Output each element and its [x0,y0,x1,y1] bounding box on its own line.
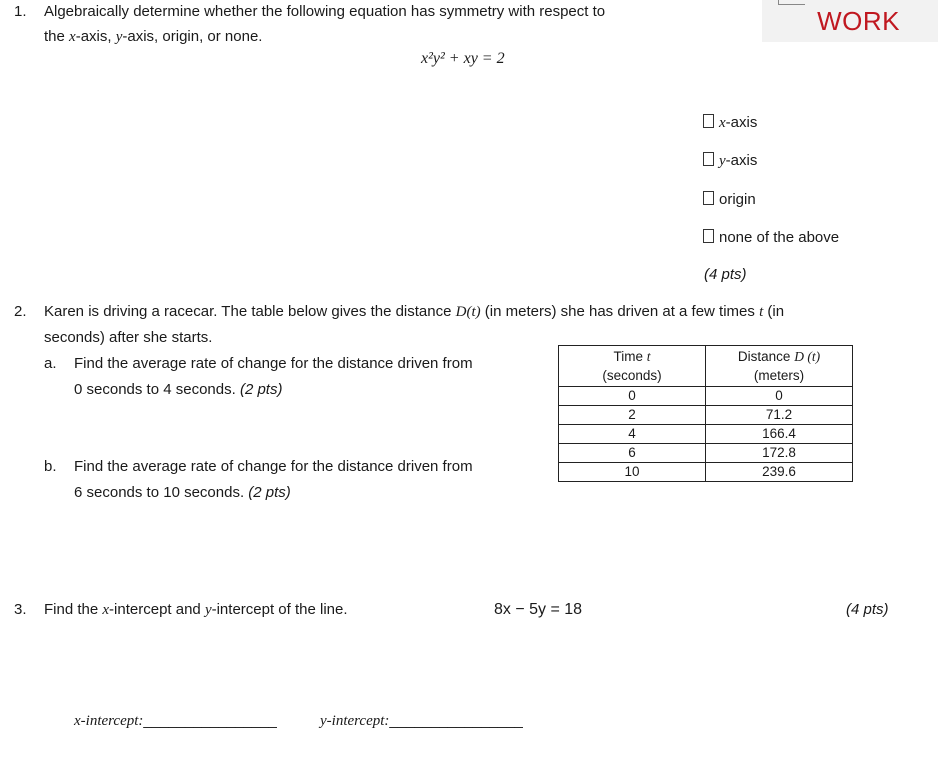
table-cell-time: 10 [559,463,706,482]
header-text: Time [613,349,647,364]
header-unit: (meters) [753,368,805,383]
q2a-text: 0 seconds to 4 seconds. [74,381,236,398]
q2-number: 2. [14,303,27,320]
table-row [559,425,853,444]
q2-text-part: (in [763,303,785,320]
q1-var-x: x [69,29,76,45]
q1-text-line2 [44,28,262,46]
table-row [559,387,853,406]
q2b-letter: b. [44,458,57,475]
q1-var-y: y [115,29,123,45]
q3-text-part: -intercept of the line. [211,601,348,618]
option-label: -axis [725,114,758,131]
q3-text-part: -intercept and [109,601,205,618]
distance-table [558,345,853,482]
q3-var-x: x [102,602,110,618]
option-label: none of the above [719,229,840,246]
q1-option-origin[interactable] [703,191,756,208]
q3-number: 3. [14,601,27,618]
q2b-line2 [74,484,291,501]
q3-points: (4 pts) [846,601,889,618]
q3-equation: 8x − 5y = 18 [494,601,583,618]
q2a-line1: Find the average rate of change for the distance driven from [74,355,473,372]
x-intercept-label: x-intercept: [74,713,144,729]
checkbox-icon[interactable] [703,229,714,243]
q1-points: (4 pts) [704,266,747,283]
q2b-line1: Find the average rate of change for the distance driven from [74,458,473,475]
work-badge-label: WORK [817,6,900,36]
q1-text-line1: Algebraically determine whether the following equation has symmetry with respect to [44,3,606,20]
q2-func: D(t) [455,304,481,320]
q3-text [44,601,348,619]
q2-var-t: t [759,304,764,320]
table-row [559,463,853,482]
q1-option-none[interactable] [703,229,839,246]
q2b-points: (2 pts) [248,484,291,501]
table-header-distance [706,346,853,387]
header-unit: (seconds) [602,368,662,383]
q1-option-x-axis[interactable] [703,114,757,132]
q2-text-part: Karen is driving a racecar. The table below gives the distance [44,303,456,320]
q2a-letter: a. [44,355,57,372]
option-label: origin [719,191,756,208]
table-cell-time: 4 [559,425,706,444]
table-cell-distance: 172.8 [706,444,853,463]
checkbox-icon[interactable] [703,114,714,128]
q2a-line2 [74,381,282,398]
option-var: x [719,115,726,131]
header-var: D (t) [794,349,821,364]
q3-var-y: y [204,602,212,618]
q2-text-line2: seconds) after she starts. [44,329,213,346]
y-intercept-blank[interactable]: ________________ [389,712,523,729]
y-intercept-answer[interactable] [320,712,523,730]
table-cell-time: 0 [559,387,706,406]
option-label: -axis [725,152,758,169]
table-cell-distance: 239.6 [706,463,853,482]
table-header-time [559,346,706,387]
header-var: t [646,349,651,364]
work-badge [762,0,938,42]
checkbox-icon[interactable] [703,191,714,205]
q1-equation: x²y² + xy = 2 [421,50,505,67]
q1-text-part: the [44,28,70,45]
q1-option-y-axis[interactable] [703,152,757,170]
header-text: Distance [737,349,795,364]
q2a-points: (2 pts) [239,381,283,398]
q2b-text: 6 seconds to 10 seconds. [74,484,245,501]
pencil-icon [778,0,805,5]
table-cell-time: 6 [559,444,706,463]
q1-number: 1. [14,3,27,20]
option-var: y [719,153,726,169]
table-cell-distance: 0 [706,387,853,406]
x-intercept-blank[interactable]: ________________ [143,712,277,729]
q2-text-line1 [44,303,784,321]
x-intercept-answer[interactable] [74,712,277,730]
table-cell-time: 2 [559,406,706,425]
table-row [559,406,853,425]
y-intercept-label: y-intercept: [320,713,390,729]
q1-text-part: -axis, [75,28,116,45]
table-header-row [559,346,853,387]
q1-text-part: -axis, origin, or none. [122,28,263,45]
table-row [559,444,853,463]
q2-text-part: (in meters) she has driven at a few times [480,303,760,320]
q3-text-part: Find the [44,601,103,618]
table-cell-distance: 166.4 [706,425,853,444]
checkbox-icon[interactable] [703,152,714,166]
table-cell-distance: 71.2 [706,406,853,425]
